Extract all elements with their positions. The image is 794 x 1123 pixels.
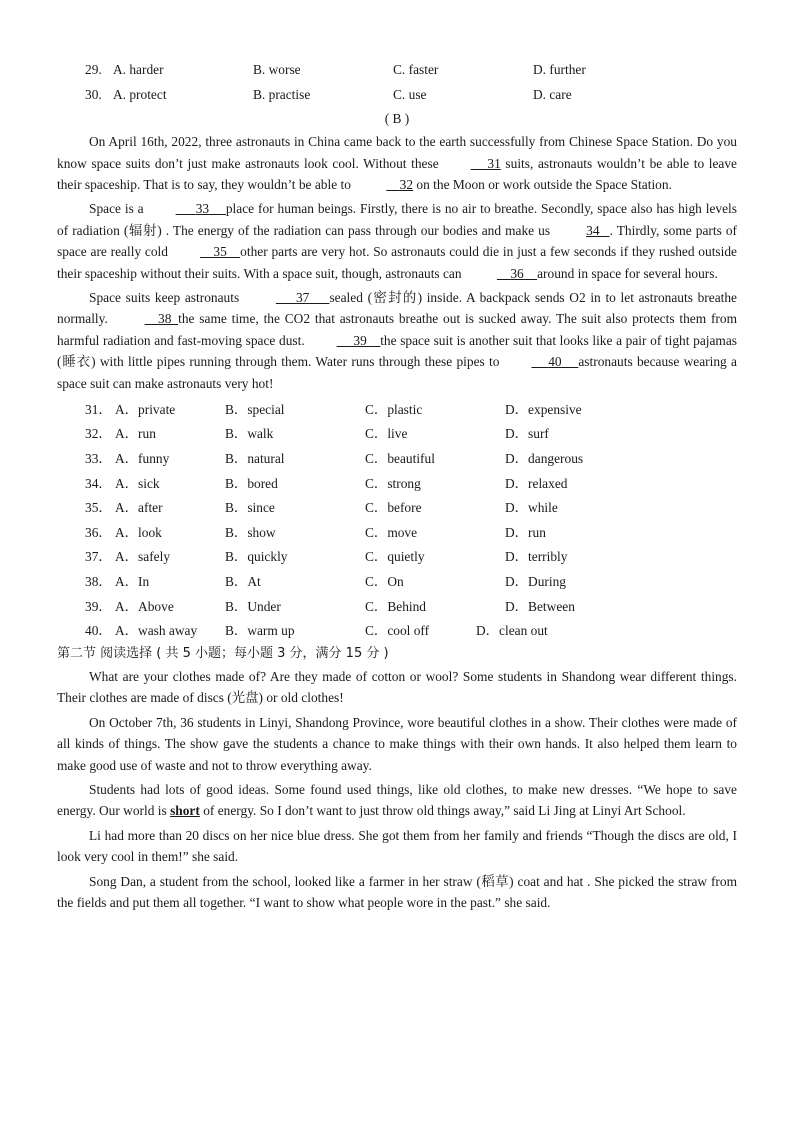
option-c: C．live [365,426,408,442]
text: the space suit is another suit that looks like a pair of tight pajamas (睡衣) with little pipes running through them. Water runs through these pipes to [57,332,737,370]
option-a: A. harder [113,62,164,78]
option-row-38 [57,568,737,593]
option-c: C．cool off [365,623,430,639]
blank-number: 35 [213,244,227,260]
part-b-label: ( B ) [384,111,410,127]
option-c: C. faster [393,62,439,78]
passage-c-paragraph-1: What are your clothes made of? Are they made of cotton or wool? Some students in Shandong wear different things. Their clothes are made of discs (光盘) or old clothes! [57,669,737,706]
option-a: A．private [115,401,176,417]
text: the same time, the CO2 that astronauts breathe out is sucked away. The suit also protects them from harmful radiation and fast-moving space dust. [57,311,737,348]
option-b: B．walk [225,426,274,442]
text: around in space for several hours. [537,265,718,281]
option-row-29 [57,58,737,83]
blank-34 [554,220,609,241]
option-c: C．strong [365,475,421,491]
option-row-40 [57,617,737,642]
blank-36 [465,263,537,284]
blank-number: 36 [510,265,524,281]
question-number: 40． [85,623,112,639]
option-b: B．bored [225,475,278,491]
option-a: A．In [115,574,150,590]
blank-number: 32 [399,177,414,192]
option-row-39 [57,593,737,618]
question-number: 39． [85,598,112,614]
option-d: D. care [533,86,572,102]
option-row-34 [57,470,737,495]
blank-number: 40 [548,354,562,370]
passage-c-paragraph-2: On October 7th, 36 students in Linyi, Shandong Province, wore beautiful clothes in a show. Their clothes were made of all kinds of things. The show gave the students a chance to make things with their own hands. It also helped them learn to make good use of waste and not to throw everything away. [57,714,737,773]
option-a: A．look [115,524,162,540]
passage-c-paragraph-5: Song Dan, a student from the school, looked like a farmer in her straw (稻草) coat and hat . She picked the straw from the fields and put them all together. “I want to show what people wore in the past.” she said. [57,873,737,911]
text: other parts are very hot. So astronauts could die in just a few seconds if they rushed outside their spaceship without their suits. With a space suit, though, astronauts can [57,244,737,281]
blank-number: 39 [353,332,367,348]
option-c: C．beautiful [365,451,435,467]
option-row-35 [57,494,737,519]
highlighted-word: short [170,803,200,819]
text: Space is a [89,201,144,217]
blank-33 [144,198,226,219]
blank-32 [354,174,413,195]
option-d: D．relaxed [505,475,568,491]
option-row-31 [57,396,737,421]
option-b: B．quickly [225,549,288,565]
text: of energy. So I don’t want to just throw old things away,” said Li Jing at Linyi Art School. [203,803,686,819]
option-b: B．Under [225,598,281,614]
option-b: B．show [225,524,276,540]
option-a: A．funny [115,451,170,467]
question-number: 34． [85,475,112,491]
option-a: A．Above [115,598,174,614]
question-number: 33． [85,451,112,467]
option-c: C．Behind [365,598,427,614]
passage-c-paragraph-3 [57,779,737,822]
option-d: D．expensive [505,401,582,417]
passage-b-paragraph-2 [57,198,737,284]
question-number: 35． [85,500,112,516]
blank-number: 33 [195,201,210,217]
option-d: D．During [505,574,566,590]
option-b: B．since [225,500,275,516]
option-d: D．while [505,500,558,516]
text: suits, astronauts wouldn’t be able to leave their spaceship. That is to say, they wouldn’t be able to [57,155,737,192]
option-d: D．terribly [505,549,568,565]
question-number: 30. [85,86,102,102]
option-c: C．before [365,500,422,516]
question-number: 31． [85,401,112,417]
question-number: 38． [85,574,112,590]
option-a: A．safely [115,549,171,565]
option-row-30 [57,83,737,108]
option-a: A．run [115,426,156,442]
option-c: C．move [365,524,418,540]
option-b: B．natural [225,451,285,467]
option-c: C．On [365,574,404,590]
option-a: A．after [115,500,163,516]
question-number: 29. [85,62,102,78]
exam-page [57,58,737,913]
option-c: C．quietly [365,549,425,565]
text: place for human beings. Firstly, there is no air to breathe. Secondly, space also has high levels of radiation (辐射) . The energy of the radiation can pass through our bodies and make us [57,201,737,238]
option-row-33 [57,445,737,470]
option-a: A. protect [113,86,167,102]
blank-35 [168,241,240,262]
section-2-title: 第二节 阅读选择 ( 共 5 小题；每小题 3 分，满分 15 分 ) [57,646,389,661]
option-b: B．special [225,401,285,417]
text: on the Moon or work outside the Space Station. [416,177,672,192]
blank-number: 38 [158,311,172,327]
text: astronauts because wearing a space suit can make astronauts very hot! [57,354,737,391]
option-a: A．sick [115,475,160,491]
option-b: B. practise [253,86,311,102]
blank-number: 34 [586,222,600,238]
passage-b-paragraph-3 [57,287,737,394]
blank-39 [305,330,381,351]
option-d: D．run [505,524,546,540]
passage-c-paragraph-4: Li had more than 20 discs on her nice blue dress. She got them from her family and friends “Though the discs are old, I look very cool in them!” she said. [57,827,737,865]
option-d: D．clean out [476,623,548,639]
blank-number: 37 [295,290,310,306]
option-c: C. use [393,86,427,102]
passage-b-paragraph-1 [57,131,737,195]
option-d: D．dangerous [505,451,584,467]
blank-37 [244,287,330,308]
option-b: B．warm up [225,623,295,639]
option-d: D．Between [505,598,575,614]
option-row-36 [57,519,737,544]
option-b: B．At [225,574,261,590]
blank-number: 31 [487,155,501,171]
option-b: B. worse [253,62,301,78]
option-row-32 [57,421,737,446]
option-d: D. further [533,62,586,78]
option-d: D．surf [505,426,549,442]
blank-31 [439,153,501,174]
option-a: A．wash away [115,623,198,639]
text: Space suits keep astronauts [89,290,240,306]
text: Students had lots of good ideas. Some found used things, like old clothes, to make new dresses. “We hope to save energy. Our world is [57,782,737,819]
blank-40 [499,351,578,372]
question-number: 37． [85,549,112,565]
question-number: 36． [85,524,112,540]
option-row-37 [57,544,737,569]
question-number: 32． [85,426,112,442]
blank-38 [113,308,178,329]
option-c: C．plastic [365,401,423,417]
text: On April 16th, 2022, three astronauts in China came back to the earth successfully from Chinese Space Station. Do you know space suits don’t just make astronauts look cool. Without these [57,134,737,171]
text: . Thirdly, some parts of space are really cold [57,222,737,260]
text: sealed (密封的) inside. A backpack sends O2 in to let astronauts breathe normally. [57,290,737,327]
